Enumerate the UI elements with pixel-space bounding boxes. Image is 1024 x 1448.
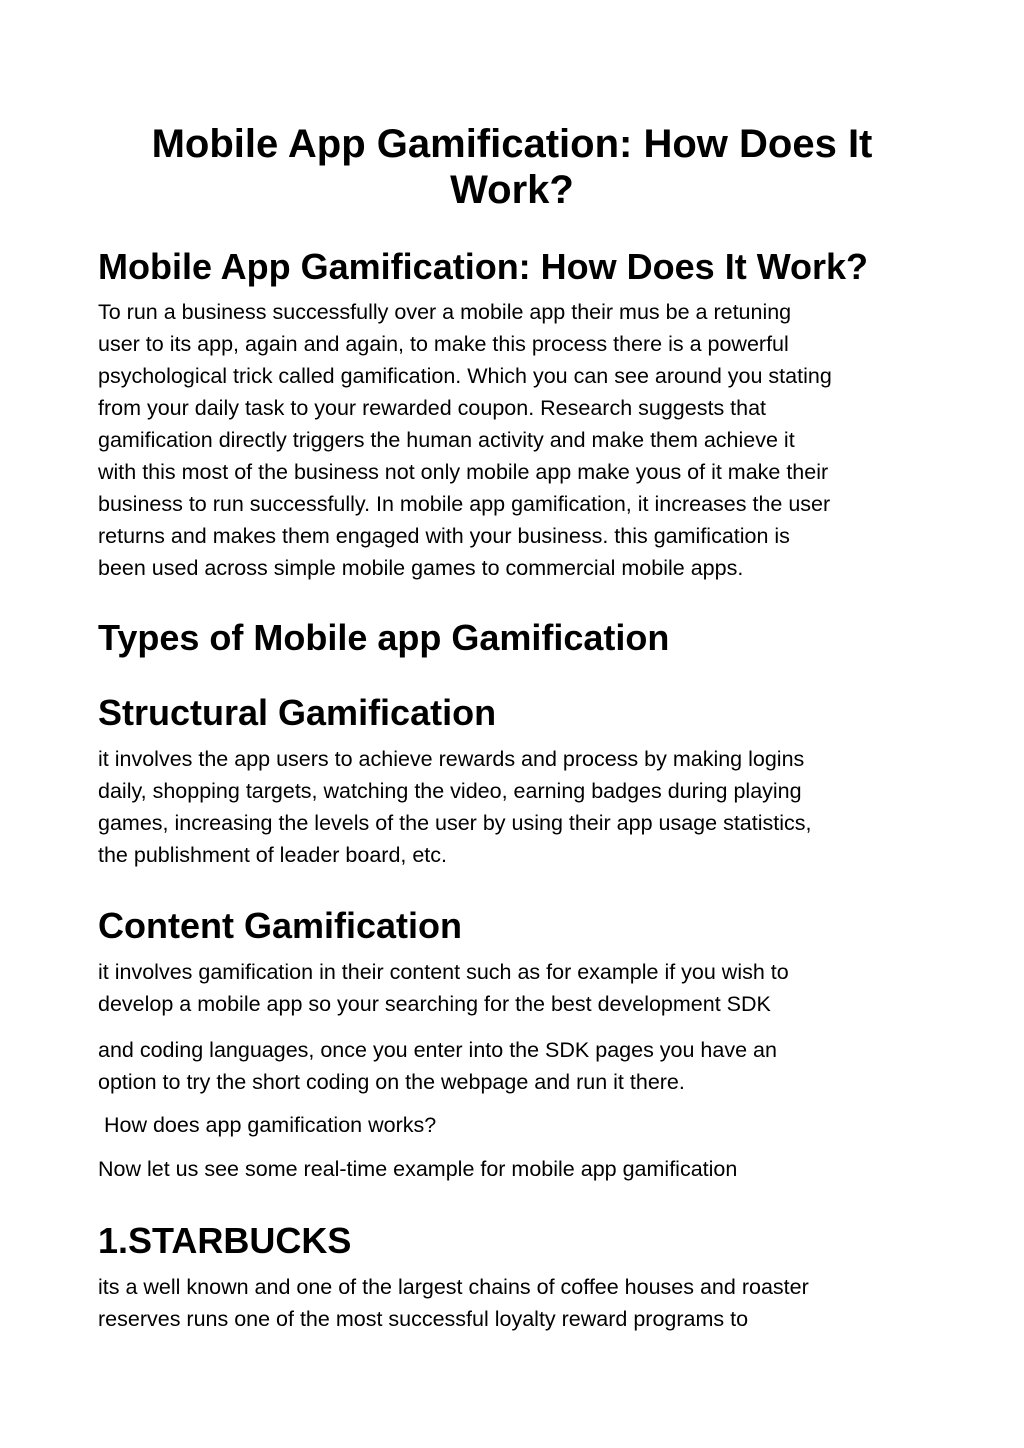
content-paragraph-2 <box>98 1034 928 1098</box>
text-line: develop a mobile app so your searching for the best development SDK <box>98 992 771 1016</box>
types-heading: Types of Mobile app Gamification <box>98 617 670 658</box>
text-line: reserves runs one of the most successful loyalty reward programs to <box>98 1307 749 1331</box>
text-line: gamification directly triggers the human activity and make them achieve it <box>98 428 795 452</box>
starbucks-paragraph <box>98 1271 928 1335</box>
text-line: games, increasing the levels of the user by using their app usage statistics, <box>98 811 812 835</box>
text-line: from your daily task to your rewarded coupon. Research suggests that <box>98 396 767 420</box>
text-line: and coding languages, once you enter into the SDK pages you have an <box>98 1038 777 1062</box>
content-paragraph-1 <box>98 956 928 1020</box>
text-line: business to run successfully. In mobile app gamification, it increases the user <box>98 492 831 516</box>
structural-heading: Structural Gamification <box>98 692 497 733</box>
starbucks-heading: 1.STARBUCKS <box>98 1220 352 1261</box>
intro-heading: Mobile App Gamification: How Does It Work? <box>98 246 869 287</box>
question-line: How does app gamification works? <box>98 1113 437 1137</box>
text-line: its a well known and one of the largest chains of coffee houses and roaster <box>98 1275 809 1299</box>
text-line: it involves the app users to achieve rewards and process by making logins <box>98 747 805 771</box>
text-line: daily, shopping targets, watching the video, earning badges during playing <box>98 779 802 803</box>
text-line: user to its app, again and again, to make this process there is a powerful <box>98 332 789 356</box>
text-line: with this most of the business not only mobile app make yous of it make their <box>98 460 829 484</box>
document-title: Mobile App Gamification: How Does It Work? <box>151 122 873 212</box>
structural-paragraph <box>98 743 928 871</box>
text-line: To run a business successfully over a mobile app their mus be a retuning <box>98 300 792 324</box>
content-heading: Content Gamification <box>98 905 463 946</box>
text-line: it involves gamification in their content such as for example if you wish to <box>98 960 789 984</box>
text-line: the publishment of leader board, etc. <box>98 843 447 867</box>
text-line: psychological trick called gamification. Which you can see around you stating <box>98 364 832 388</box>
text-line: option to try the short coding on the webpage and run it there. <box>98 1070 685 1094</box>
text-line: returns and makes them engaged with your business. this gamification is <box>98 524 790 548</box>
text-line: been used across simple mobile games to commercial mobile apps. <box>98 556 744 580</box>
example-intro: Now let us see some real-time example for mobile app gamification <box>98 1157 738 1181</box>
intro-paragraph <box>98 296 928 584</box>
